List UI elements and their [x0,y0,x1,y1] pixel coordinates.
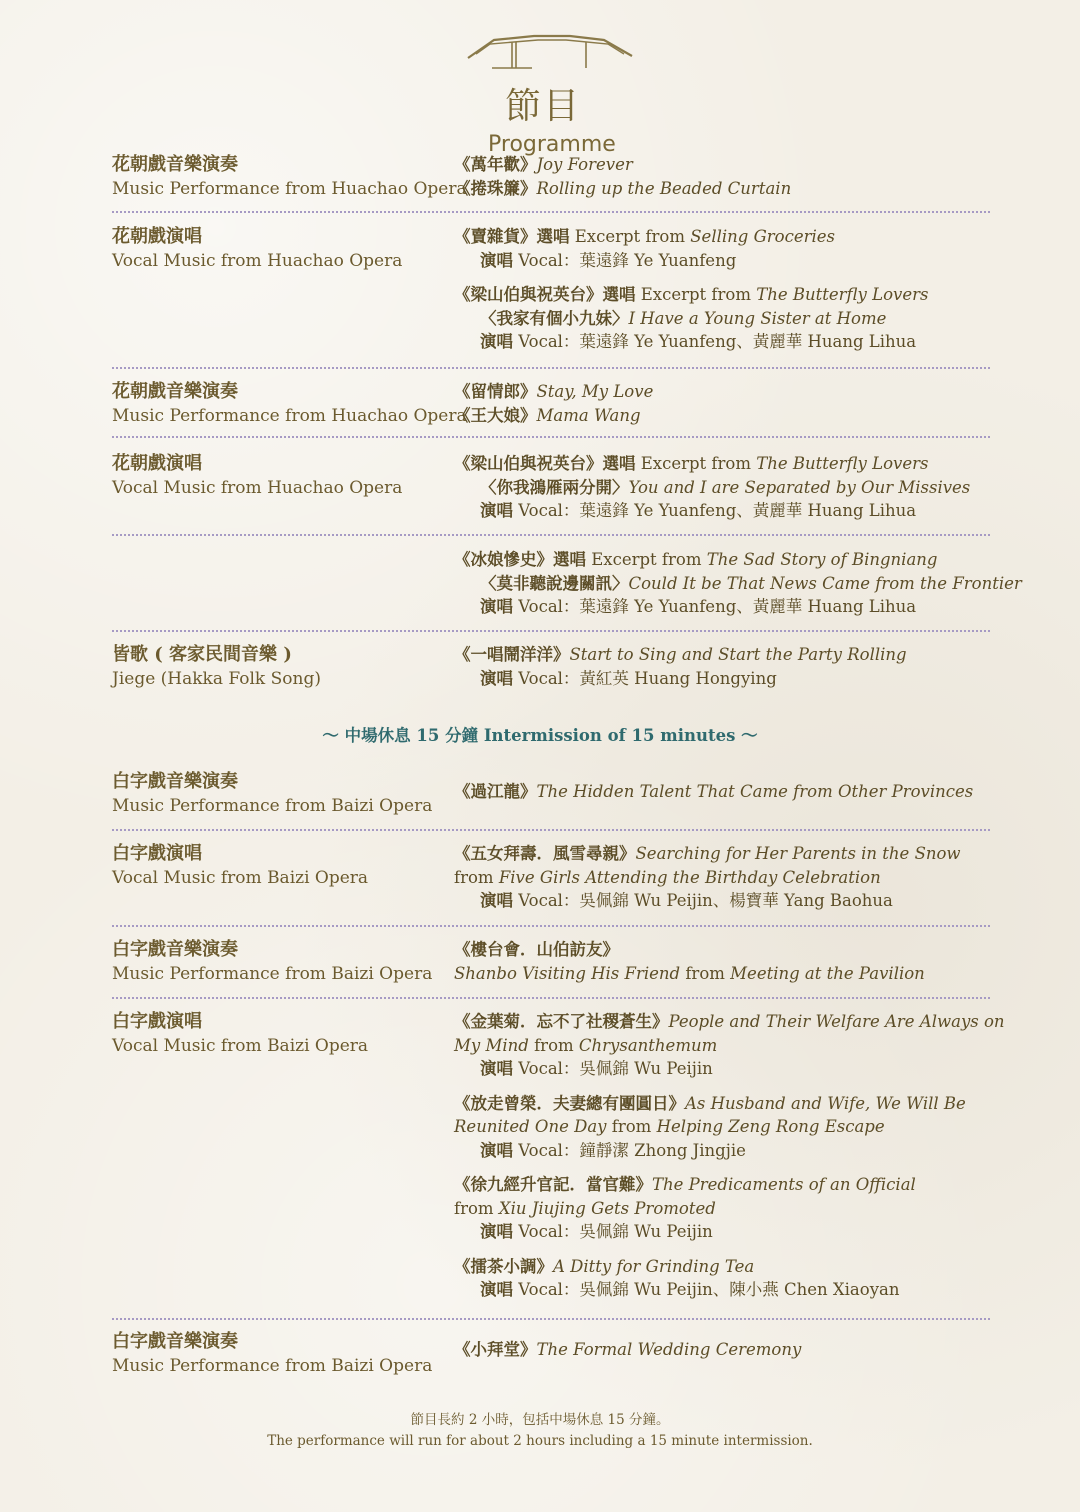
page-title-zh: 節目 [505,86,582,127]
page-title-en: Programme [488,132,616,157]
category-zh: 花朝戲音樂演奏 [112,154,238,175]
piece-line: 《一唱鬧洋洋》Start to Sing and Start the Party Rolling [454,645,907,664]
piece-line: 《梁山伯與祝英台》選唱 Excerpt from The Butterfly Lovers [454,454,929,473]
category-zh: 花朝戲演唱 [112,226,202,247]
aria-line: 〈我家有個小九妹〉I Have a Young Sister at Home [480,308,887,328]
dotted-divider [112,436,990,438]
category-zh: 皆歌 ( 客家民間音樂 ) [112,644,292,665]
dotted-divider [112,534,990,536]
piece-line: 《小拜堂》The Formal Wedding Ceremony [454,1340,802,1359]
dotted-divider [112,211,990,213]
category-zh: 白字戲音樂演奏 [112,771,238,792]
vocal-line: 演唱 Vocal：吳佩錦 Wu Peijin、陳小燕 Chen Xiaoyan [480,1280,900,1299]
section-pieces [454,643,994,690]
category-en: Vocal Music from Baizi Opera [112,1036,369,1056]
category-en: Music Performance from Baizi Opera [112,1356,433,1376]
category-en: Vocal Music from Baizi Opera [112,868,369,888]
section-pieces [454,938,994,985]
category-en: Jiege (Hakka Folk Song) [112,669,321,689]
footer-en: The performance will run for about 2 hours including a 15 minute intermission. [267,1433,813,1449]
piece-line: Reunited One Day from Helping Zeng Rong Escape [454,1117,885,1136]
piece-line: 《萬年歡》Joy Forever [454,155,633,174]
section-category [112,153,467,201]
roof-ornament-icon [462,28,638,80]
vocal-line: 演唱 Vocal：吳佩錦 Wu Peijin、楊寶華 Yang Baohua [480,891,893,910]
piece-line: from Xiu Jiujing Gets Promoted [454,1198,716,1218]
aria-line: 〈莫非聽說邊關訊〉Could It be That News Came from the Frontier [480,573,1022,593]
piece-line: 《放走曾榮．夫妻總有團圓日》As Husband and Wife, We Will Be [454,1093,966,1113]
category-zh: 白字戲音樂演奏 [112,939,238,960]
category-en: Vocal Music from Huachao Opera [112,251,403,271]
section-category [112,770,442,818]
piece-line: 《徐九經升官記．當官難》The Predicaments of an Official [454,1175,916,1194]
category-en: Music Performance from Baizi Opera [112,964,433,984]
section-pieces [454,1010,1005,1302]
vocal-line: 演唱 Vocal：葉遠鋒 Ye Yuanfeng [480,250,737,270]
section-pieces [454,452,994,523]
section-pieces [454,225,994,354]
vocal-line: 演唱 Vocal：鐘靜潔 Zhong Jingjie [480,1140,746,1160]
piece-line: 《捲珠簾》Rolling up the Beaded Curtain [454,178,792,198]
dotted-divider [112,630,990,632]
category-en: Vocal Music from Huachao Opera [112,478,403,498]
section-pieces [454,153,994,200]
section-category [112,452,442,500]
dotted-divider [112,997,990,999]
piece-line: 《梁山伯與祝英台》選唱 Excerpt from The Butterfly Lovers [454,285,929,304]
category-zh: 白字戲音樂演奏 [112,1331,238,1352]
section-pieces [454,842,994,913]
piece-line: My Mind from Chrysanthemum [454,1035,718,1055]
header [0,28,1080,157]
category-zh: 白字戲演唱 [112,843,202,864]
piece-line: 《金葉菊．忘不了社稷蒼生》People and Their Welfare Are Always on [454,1012,1005,1031]
piece-line: 《王大娘》Mama Wang [454,405,641,425]
category-zh: 花朝戲演唱 [112,453,202,474]
piece-line: 《樓台會．山伯訪友》 [454,940,619,959]
dotted-divider [112,367,990,369]
piece-line: Shanbo Visiting His Friend from Meeting at the Pavilion [454,963,925,983]
section-category [112,643,442,691]
dotted-divider [112,829,990,831]
category-zh: 白字戲演唱 [112,1011,202,1032]
piece-line: 《留情郎》Stay, My Love [454,382,654,401]
vocal-line: 演唱 Vocal：葉遠鋒 Ye Yuanfeng、黃麗華 Huang Lihua [480,332,917,351]
section-category [112,1330,442,1378]
footer-zh: 節目長約 2 小時，包括中場休息 15 分鐘。 [410,1412,670,1428]
dotted-divider [112,925,990,927]
section-pieces [454,548,1022,619]
section-category [112,1010,442,1058]
section-category [112,380,467,428]
piece-line: 《過江龍》The Hidden Talent That Came from Other Provinces [454,782,974,801]
section-pieces [454,780,994,804]
vocal-line: 演唱 Vocal：吳佩錦 Wu Peijin [480,1059,713,1078]
vocal-line: 演唱 Vocal：黃紅英 Huang Hongying [480,668,777,688]
dotted-divider [112,1318,990,1320]
piece-line: 《賣雜貨》選唱 Excerpt from Selling Groceries [454,227,835,246]
piece-line: 《五女拜壽．風雪尋親》Searching for Her Parents in the Snow [454,844,961,863]
category-zh: 花朝戲音樂演奏 [112,381,238,402]
vocal-line: 演唱 Vocal：吳佩錦 Wu Peijin [480,1222,713,1241]
category-en: Music Performance from Huachao Opera [112,179,467,199]
category-en: Music Performance from Huachao Opera [112,406,467,426]
vocal-line: 演唱 Vocal：葉遠鋒 Ye Yuanfeng、黃麗華 Huang Lihua [480,597,917,616]
intermission-note: ～ 中場休息 15 分鐘 Intermission of 15 minutes ～ [322,726,758,745]
section-category [112,938,442,986]
section-category [112,842,442,890]
piece-line: 《冰娘慘史》選唱 Excerpt from The Sad Story of Bingniang [454,550,938,569]
section-category [112,225,442,273]
section-pieces [454,380,994,427]
aria-line: 〈你我鴻雁兩分開〉You and I are Separated by Our Missives [480,477,971,497]
piece-line: from Five Girls Attending the Birthday Celebration [454,867,881,887]
piece-line: 《擂茶小調》A Ditty for Grinding Tea [454,1256,755,1276]
footer-note [0,1410,1080,1451]
section-pieces [454,1338,994,1362]
category-en: Music Performance from Baizi Opera [112,796,433,816]
vocal-line: 演唱 Vocal：葉遠鋒 Ye Yuanfeng、黃麗華 Huang Lihua [480,501,917,520]
